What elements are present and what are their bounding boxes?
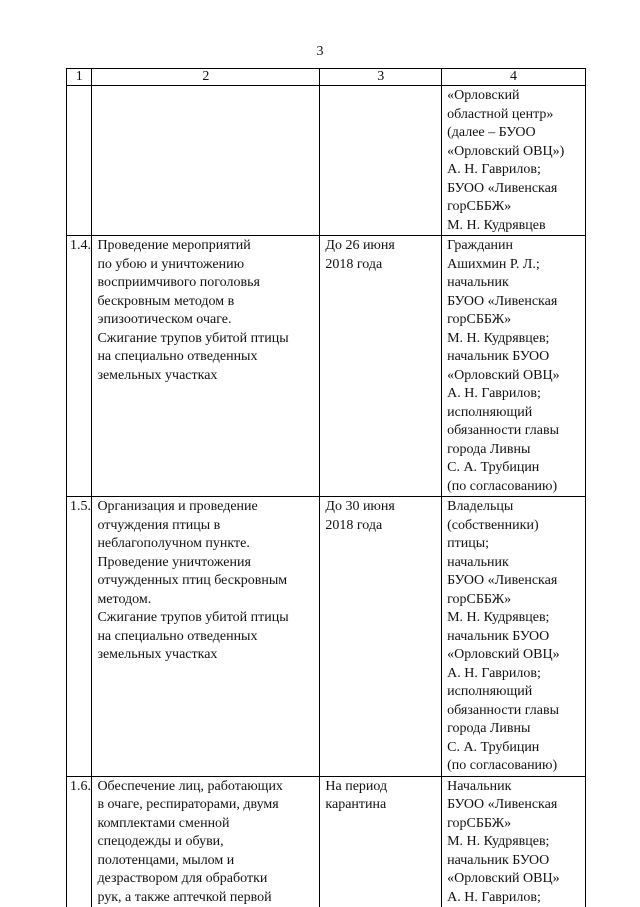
header-col-3: 3 (320, 69, 442, 86)
responsible-cell-line: БУОО «Ливенская (447, 293, 580, 312)
action-cell-line: восприимчивого поголовья (97, 274, 314, 293)
deadline-cell-line: До 30 июня (325, 498, 436, 517)
responsible-cell (442, 86, 586, 236)
responsible-cell-line: Ашихмин Р. Л.; (447, 256, 580, 275)
responsible-cell-line: горСББЖ» (447, 311, 580, 330)
action-cell (92, 236, 320, 497)
table-row (67, 236, 586, 497)
header-col-4: 4 (442, 69, 586, 86)
deadline-cell (320, 236, 442, 497)
deadline-cell-line: 2018 года (325, 256, 436, 275)
row-number: 1.6. (67, 776, 92, 907)
measures-table (66, 68, 586, 907)
action-cell-line: земельных участках (97, 646, 314, 665)
responsible-cell-line: М. Н. Кудрявцев; (447, 833, 580, 852)
page-number: 3 (0, 44, 640, 60)
responsible-cell-line: горСББЖ» (447, 198, 580, 217)
row-number: 1.4. (67, 236, 92, 497)
responsible-cell-line: «Орловский ОВЦ» (447, 870, 580, 889)
responsible-cell-line: города Ливны (447, 441, 580, 460)
responsible-cell (442, 497, 586, 777)
deadline-cell (320, 497, 442, 777)
responsible-cell-line: (собственники) (447, 517, 580, 536)
responsible-cell-line: А. Н. Гаврилов; (447, 665, 580, 684)
responsible-cell-line: исполняющий (447, 683, 580, 702)
header-col-1: 1 (67, 69, 92, 86)
responsible-cell-line: исполняющий (447, 404, 580, 423)
responsible-cell-line: М. Н. Кудрявцев; (447, 330, 580, 349)
responsible-cell-line: города Ливны (447, 720, 580, 739)
action-cell-line: рук, а также аптечкой первой (97, 889, 314, 907)
responsible-cell-line: начальник (447, 554, 580, 573)
responsible-cell-line: обязанности главы (447, 702, 580, 721)
action-cell-line: на специально отведенных (97, 348, 314, 367)
action-cell-line: отчуждения птицы в (97, 517, 314, 536)
responsible-cell (442, 776, 586, 907)
responsible-cell-line: начальник БУОО (447, 348, 580, 367)
action-cell-line: эпизоотическом очаге. (97, 311, 314, 330)
responsible-cell-line: начальник БУОО (447, 628, 580, 647)
action-cell (92, 776, 320, 907)
deadline-cell-line: До 26 июня (325, 237, 436, 256)
responsible-cell (442, 236, 586, 497)
table-header-row (67, 69, 586, 86)
action-cell-line: по убою и уничтожению (97, 256, 314, 275)
action-cell-line: комплектами сменной (97, 815, 314, 834)
action-cell-line: неблагополучном пункте. (97, 535, 314, 554)
responsible-cell-line: Владельцы (447, 498, 580, 517)
action-cell-line: в очаге, респираторами, двумя (97, 796, 314, 815)
table-row (67, 86, 586, 236)
responsible-cell-line: (далее – БУОО (447, 124, 580, 143)
responsible-cell-line: (по согласованию) (447, 757, 580, 776)
responsible-cell-line: горСББЖ» (447, 591, 580, 610)
table-row (67, 497, 586, 777)
action-cell-line: на специально отведенных (97, 628, 314, 647)
row-number (67, 86, 92, 236)
action-cell-line: Проведение мероприятий (97, 237, 314, 256)
responsible-cell-line: «Орловский ОВЦ») (447, 143, 580, 162)
responsible-cell-line: «Орловский ОВЦ» (447, 367, 580, 386)
action-cell-line: методом. (97, 591, 314, 610)
deadline-cell (320, 86, 442, 236)
action-cell-line: Проведение уничтожения (97, 554, 314, 573)
responsible-cell-line: птицы; (447, 535, 580, 554)
deadline-cell-line: карантина (325, 796, 436, 815)
deadline-cell-line: 2018 года (325, 517, 436, 536)
responsible-cell-line: М. Н. Кудрявцев (447, 217, 580, 236)
responsible-cell-line: БУОО «Ливенская (447, 796, 580, 815)
deadline-cell-line: На период (325, 778, 436, 797)
action-cell-line: дезраствором для обработки (97, 870, 314, 889)
action-cell-line: Обеспечение лиц, работающих (97, 778, 314, 797)
responsible-cell-line: (по согласованию) (447, 478, 580, 497)
row-number: 1.5. (67, 497, 92, 777)
responsible-cell-line: А. Н. Гаврилов; (447, 385, 580, 404)
action-cell-line: полотенцами, мылом и (97, 852, 314, 871)
responsible-cell-line: обязанности главы (447, 422, 580, 441)
responsible-cell-line: Начальник (447, 778, 580, 797)
responsible-cell-line: начальник БУОО (447, 852, 580, 871)
responsible-cell-line: БУОО «Ливенская (447, 572, 580, 591)
responsible-cell-line: С. А. Трубицин (447, 739, 580, 758)
responsible-cell-line: Гражданин (447, 237, 580, 256)
responsible-cell-line: А. Н. Гаврилов; (447, 161, 580, 180)
responsible-cell-line: областной центр» (447, 106, 580, 125)
table-body (67, 86, 586, 907)
table-row (67, 776, 586, 907)
responsible-cell-line: С. А. Трубицин (447, 459, 580, 478)
responsible-cell-line: «Орловский (447, 87, 580, 106)
action-cell-line: спецодежды и обуви, (97, 833, 314, 852)
header-col-2: 2 (92, 69, 320, 86)
action-cell-line: отчужденных птиц бескровным (97, 572, 314, 591)
action-cell (92, 497, 320, 777)
action-cell (92, 86, 320, 236)
responsible-cell-line: «Орловский ОВЦ» (447, 646, 580, 665)
action-cell-line: бескровным методом в (97, 293, 314, 312)
responsible-cell-line: М. Н. Кудрявцев; (447, 609, 580, 628)
responsible-cell-line: А. Н. Гаврилов; (447, 889, 580, 907)
action-cell-line: Сжигание трупов убитой птицы (97, 609, 314, 628)
responsible-cell-line: БУОО «Ливенская (447, 180, 580, 199)
action-cell-line: земельных участках (97, 367, 314, 386)
responsible-cell-line: горСББЖ» (447, 815, 580, 834)
action-cell-line: Сжигание трупов убитой птицы (97, 330, 314, 349)
responsible-cell-line: начальник (447, 274, 580, 293)
deadline-cell (320, 776, 442, 907)
action-cell-line: Организация и проведение (97, 498, 314, 517)
